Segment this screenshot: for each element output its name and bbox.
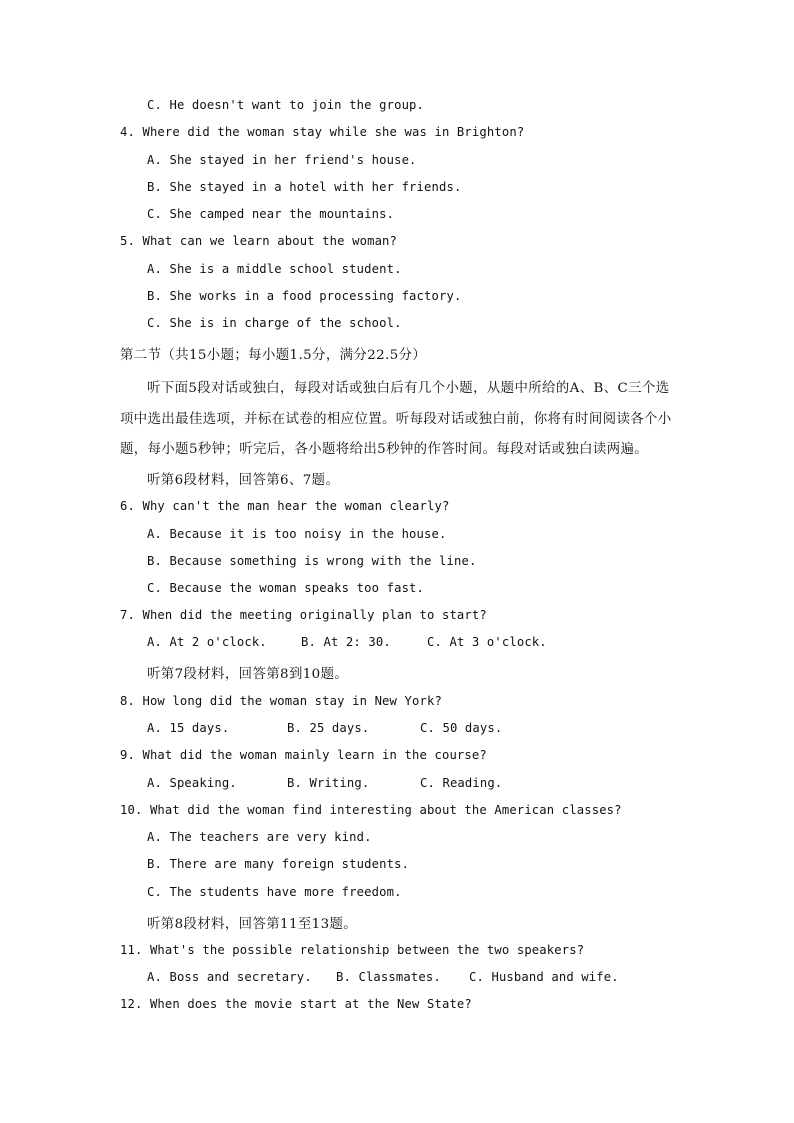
q4-question: 4. Where did the woman stay while she was in Brighton? bbox=[120, 125, 525, 139]
q6-option-c: C. Because the woman speaks too fast. bbox=[147, 581, 425, 595]
material6-intro: 听第6段材料，回答第6、7题。 bbox=[147, 473, 340, 488]
q5-option-c: C. She is in charge of the school. bbox=[147, 316, 402, 330]
section2-instructions-line2: 项中选出最佳选项，并标在试卷的相应位置。听每段对话或独白前，你将有时间阅读各个小 bbox=[120, 412, 672, 427]
q10-option-c: C. The students have more freedom. bbox=[147, 885, 402, 899]
q10-option-b: B. There are many foreign students. bbox=[147, 857, 410, 871]
q7-question: 7. When did the meeting originally plan to start? bbox=[120, 608, 487, 622]
q3-option-c: C. He doesn't want to join the group. bbox=[147, 98, 425, 112]
q6-option-a: A. Because it is too noisy in the house. bbox=[147, 527, 447, 541]
q5-option-a: A. She is a middle school student. bbox=[147, 262, 402, 276]
q7-options bbox=[0, 634, 794, 650]
q11-option-b: B. Classmates. bbox=[336, 970, 441, 984]
q8-options bbox=[0, 720, 794, 736]
q11-option-a: A. Boss and secretary. bbox=[147, 970, 312, 984]
q10-option-a: A. The teachers are very kind. bbox=[147, 830, 372, 844]
q9-question: 9. What did the woman mainly learn in the course? bbox=[120, 748, 487, 762]
q4-option-c: C. She camped near the mountains. bbox=[147, 207, 395, 221]
material8-intro: 听第8段材料，回答第11至13题。 bbox=[147, 917, 358, 932]
section2-heading: 第二节（共15小题；每小题1.5分，满分22.5分） bbox=[120, 348, 427, 363]
q8-option-b: B. 25 days. bbox=[287, 721, 370, 735]
q9-option-b: B. Writing. bbox=[287, 776, 370, 790]
material7-intro: 听第7段材料，回答第8到10题。 bbox=[147, 667, 349, 682]
section2-instructions-line3: 题，每小题5秒钟；听完后，各小题将给出5秒钟的作答时间。每段对话或独白读两遍。 bbox=[120, 442, 649, 457]
q5-question: 5. What can we learn about the woman? bbox=[120, 234, 398, 248]
q9-option-a: A. Speaking. bbox=[147, 776, 237, 790]
q8-option-c: C. 50 days. bbox=[420, 721, 503, 735]
q9-option-c: C. Reading. bbox=[420, 776, 503, 790]
q8-question: 8. How long did the woman stay in New York? bbox=[120, 694, 442, 708]
q8-option-a: A. 15 days. bbox=[147, 721, 230, 735]
q11-options bbox=[0, 969, 794, 985]
q7-option-c: C. At 3 o'clock. bbox=[427, 635, 547, 649]
section2-instructions-line1: 听下面5段对话或独白，每段对话或独白后有几个小题，从题中所给的A、B、C三个选 bbox=[147, 381, 670, 396]
q5-option-b: B. She works in a food processing factory. bbox=[147, 289, 462, 303]
q11-question: 11. What's the possible relationship between the two speakers? bbox=[120, 943, 585, 957]
q12-question: 12. When does the movie start at the New State? bbox=[120, 997, 472, 1011]
q6-option-b: B. Because something is wrong with the line. bbox=[147, 554, 477, 568]
q4-option-a: A. She stayed in her friend's house. bbox=[147, 153, 417, 167]
q7-option-a: A. At 2 o'clock. bbox=[147, 635, 267, 649]
q4-option-b: B. She stayed in a hotel with her friends. bbox=[147, 180, 462, 194]
q7-option-b: B. At 2: 30. bbox=[301, 635, 391, 649]
q6-question: 6. Why can't the man hear the woman clearly? bbox=[120, 499, 450, 513]
q10-question: 10. What did the woman find interesting about the American classes? bbox=[120, 803, 622, 817]
q9-options bbox=[0, 775, 794, 791]
q11-option-c: C. Husband and wife. bbox=[469, 970, 619, 984]
